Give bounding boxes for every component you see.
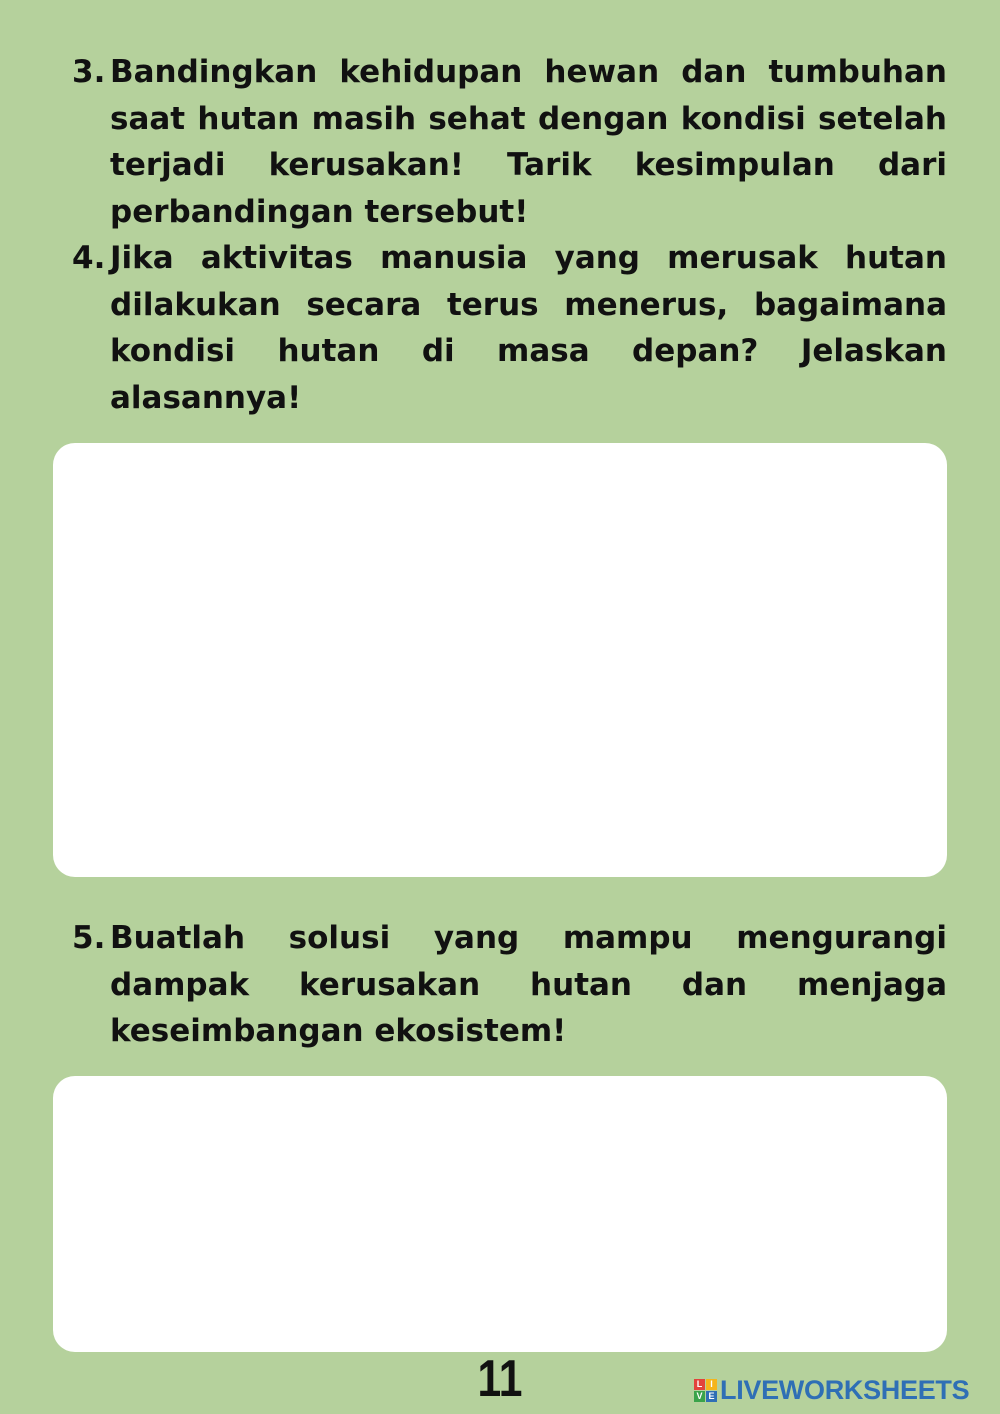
question-text: Jika aktivitas manusia yang merusak hutan dilakukan secara terus menerus, bagaimana kondisi hutan di masa depan? Jelaskan alasannya! — [110, 240, 947, 416]
answer-box-question-5[interactable] — [53, 1076, 947, 1352]
question-text: Bandingkan kehidupan hewan dan tumbuhan saat hutan masih sehat dengan kondisi setelah terjadi kerusakan! Tarik kesimpulan dari perbandingan tersebut! — [110, 54, 947, 230]
live-grid-icon — [694, 1379, 717, 1402]
question-number: 4. — [72, 240, 106, 276]
question-number: 5. — [72, 920, 106, 956]
page-number: 11 — [477, 1350, 523, 1408]
logo-letter-i: I — [706, 1379, 717, 1390]
question-5 — [72, 915, 947, 1055]
answer-box-question-4[interactable] — [53, 443, 947, 877]
question-number: 3. — [72, 54, 106, 90]
question-text: Buatlah solusi yang mampu mengurangi dampak kerusakan hutan dan menjaga keseimbangan ekosistem! — [110, 920, 947, 1049]
logo-letter-e: E — [706, 1391, 717, 1402]
logo-letter-v: V — [694, 1391, 705, 1402]
liveworksheets-logo — [694, 1374, 990, 1406]
logo-letter-l: L — [694, 1379, 705, 1390]
question-3 — [72, 49, 947, 235]
question-4 — [72, 235, 947, 421]
brand-name: LIVEWORKSHEETS — [720, 1374, 970, 1405]
